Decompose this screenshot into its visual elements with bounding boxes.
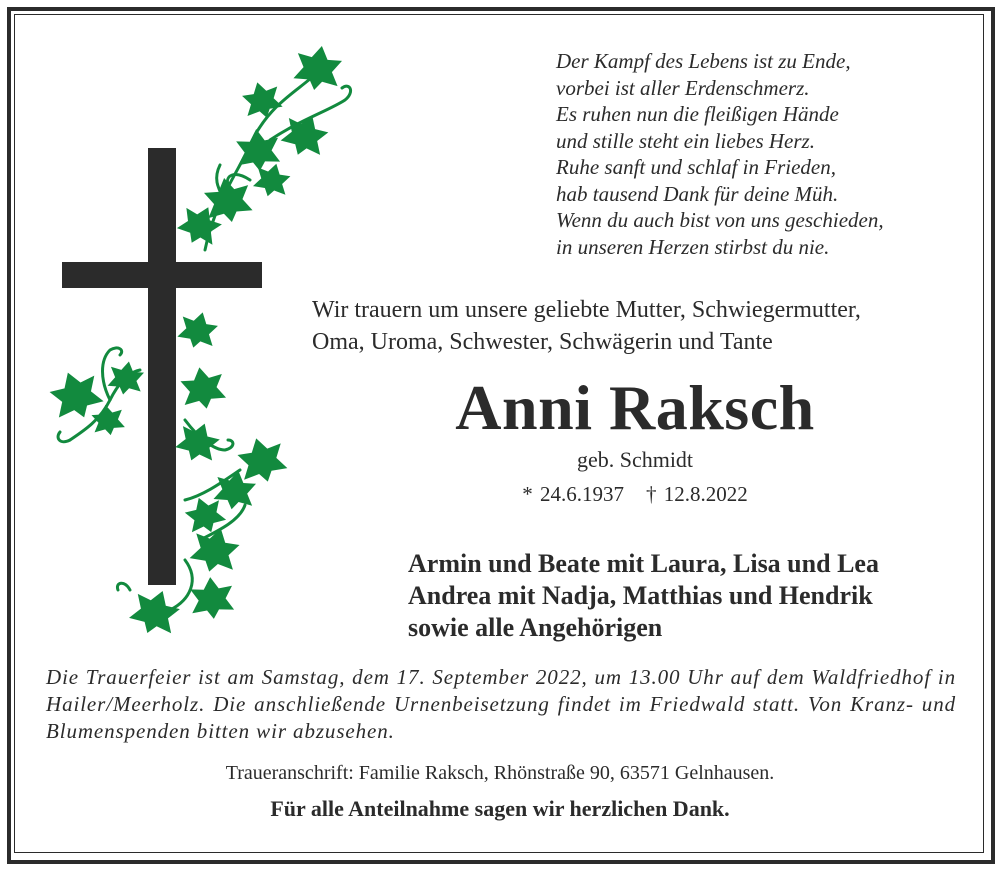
family-signatures — [408, 548, 978, 644]
ivy-leaf-icon — [45, 42, 343, 641]
mourning-line: Wir trauern um unsere geliebte Mutter, Schwiegermutter, — [312, 297, 861, 323]
poem-line: Es ruhen nun die fleißigen Hände — [556, 102, 839, 126]
mourning-statement — [312, 294, 982, 358]
family-line: sowie alle Angehörigen — [408, 613, 663, 642]
poem-line: vorbei ist aller Erdenschmerz. — [556, 75, 810, 100]
family-line: Andrea mit Nadja, Matthias und Hendrik — [408, 581, 873, 610]
life-dates — [380, 480, 890, 508]
poem-line: und stille steht ein liebes Herz. — [556, 128, 815, 153]
poem-line: in unseren Herzen stirbst du nie. — [556, 234, 830, 259]
maiden-name: geb. Schmidt — [576, 447, 694, 472]
poem-line: Der Kampf des Lebens ist zu Ende, — [556, 49, 851, 73]
poem-line: Wenn du auch bist von uns geschieden, — [556, 208, 884, 232]
memorial-poem — [556, 48, 976, 260]
death-date: † 12.8.2022 — [646, 482, 748, 506]
thanks-line: Für alle Anteilnahme sagen wir herzlichen Dank. — [270, 796, 730, 821]
deceased-name: Anni Raksch — [455, 372, 815, 443]
mourning-line: Oma, Uroma, Schwester, Schwägerin und Tante — [312, 329, 773, 355]
poem-line: Ruhe sanft und schlaf in Frieden, — [556, 155, 836, 179]
family-line: Armin und Beate mit Laura, Lisa und Lea — [408, 549, 879, 578]
ceremony-info: Die Trauerfeier ist am Samstag, dem 17. September 2022, um 13.00 Uhr auf dem Waldfriedhof in Hailer/Meerholz. Die anschließende Urnenbeisetzung findet im Friedwald statt. Von Kranz- und Blumenspenden bitten wir abzusehen. — [46, 665, 956, 743]
poem-line: hab tausend Dank für deine Müh. — [556, 181, 839, 206]
mourning-address: Traueranschrift: Familie Raksch, Rhönstraße 90, 63571 Gelnhausen. — [225, 762, 775, 784]
birth-date: * 24.6.1937 — [522, 482, 624, 506]
